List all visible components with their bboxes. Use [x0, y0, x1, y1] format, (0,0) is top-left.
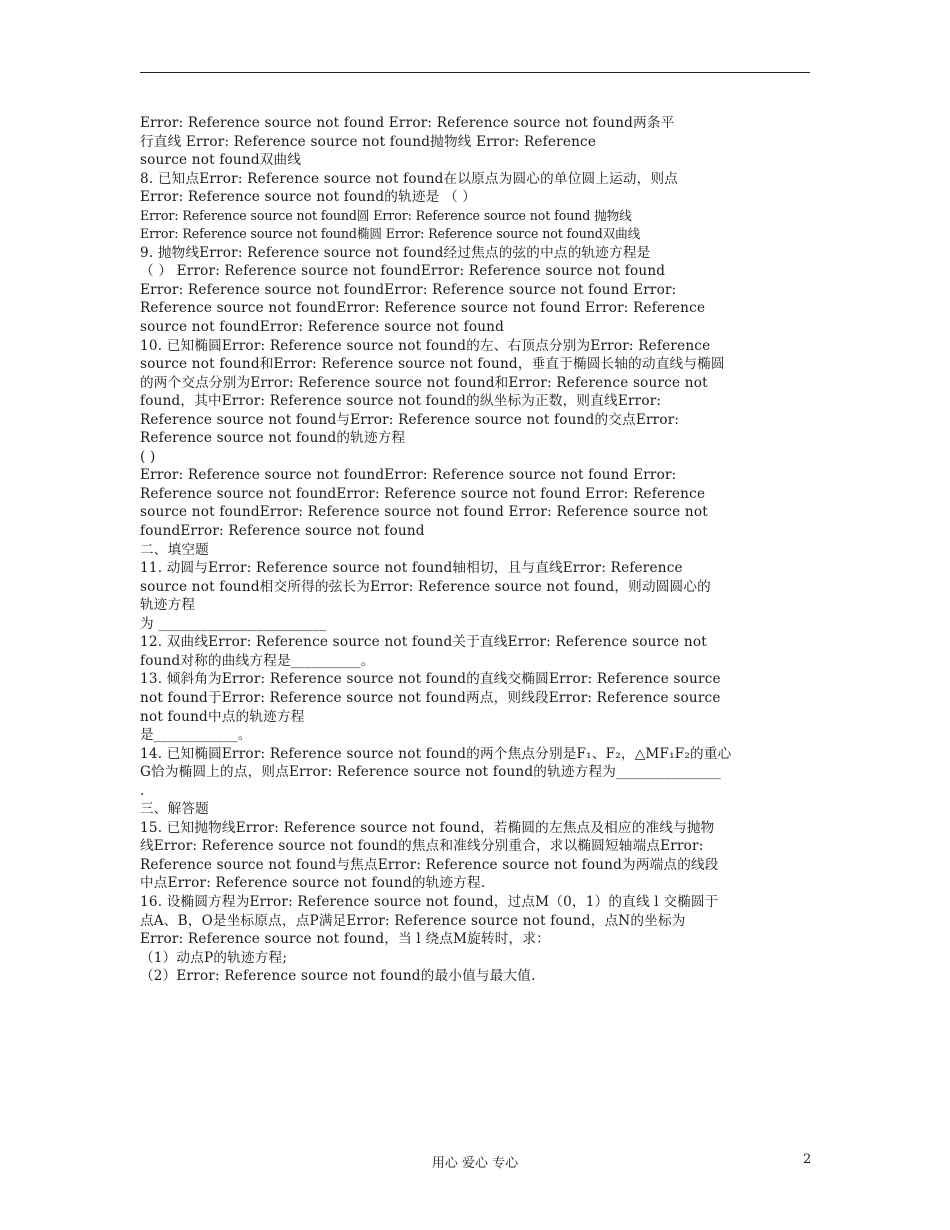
text-line: Error: Reference source not found，当 l 绕点M旋转时，求： — [140, 931, 550, 948]
text-line: Error: Reference source not found Error: Reference source not found两条平 — [140, 115, 675, 131]
question-11: 11. 动圆与Error: Reference source not found轴相切，且与直线Error: Reference — [140, 560, 683, 577]
text-line: source not found双曲线 — [140, 152, 302, 169]
option-line: Error: Reference source not found椭圆 Error: Reference source not found双曲线 — [140, 226, 641, 242]
text-line: 的两个交点分别为Error: Reference source not found和Error: Reference source not — [140, 374, 708, 391]
question-9: 9. 抛物线Error: Reference source not found经过焦点的弦的中点的轨迹方程是 — [140, 244, 651, 261]
footer-slogan: 用心 爱心 专心 — [431, 1156, 519, 1171]
question-15: 15. 已知抛物线Error: Reference source not found，若椭圆的左焦点及相应的准线与抛物 — [140, 819, 715, 836]
sub-question-2: （2）Error: Reference source not found的最小值与最大值. — [140, 968, 536, 985]
text-line: 点A、B，O是坐标原点，点P满足Error: Reference source not found，点N的坐标为 — [140, 912, 686, 929]
text-line: . — [140, 782, 145, 799]
page-number: 2 — [803, 1152, 812, 1167]
text-line: Error: Reference source not foundError: Reference source not found Error: — [140, 467, 677, 484]
text-line: source not foundError: Reference source not found — [140, 319, 505, 336]
question-14: 14. 已知椭圆Error: Reference source not found的两个焦点分别是F₁、F₂，△MF₁F₂的重心 — [140, 745, 732, 762]
text-line: Reference source not found与焦点Error: Reference source not found为两端点的线段 — [140, 856, 719, 873]
header-rule — [140, 72, 810, 73]
text-line: 是____________。 — [140, 727, 252, 744]
text-line: found对称的曲线方程是__________。 — [140, 652, 375, 669]
text-line: Reference source not foundError: Reference source not found Error: Reference — [140, 485, 706, 502]
text-line: source not found和Error: Reference source not found，垂直于椭圆长轴的动直线与椭圆 — [140, 356, 725, 373]
text-line: Error: Reference source not foundError: Reference source not found Error: — [140, 281, 677, 298]
text-line: Reference source not foundError: Reference source not found Error: Reference — [140, 300, 706, 317]
text-line: （ ） Error: Reference source not foundError: Reference source not found — [140, 263, 666, 280]
text-line: Reference source not found与Error: Reference source not found的交点Error: — [140, 411, 680, 428]
text-line: source not foundError: Reference source not found Error: Reference source not — [140, 504, 708, 521]
question-8: 8. 已知点Error: Reference source not found在以原点为圆心的单位圆上运动，则点 — [140, 170, 679, 187]
question-12: 12. 双曲线Error: Reference source not found关于直线Error: Reference source not — [140, 634, 707, 651]
text-line: not found于Error: Reference source not found两点，则线段Error: Reference source — [140, 689, 721, 706]
text-line: 线Error: Reference source not found的焦点和准线分别重合，求以椭圆短轴端点Error: — [140, 838, 704, 855]
text-line: source not found相交所得的弦长为Error: Reference source not found，则动圆圆心的 — [140, 578, 711, 595]
text-line: Error: Reference source not found的轨迹是 （ ） — [140, 189, 477, 206]
question-13: 13. 倾斜角为Error: Reference source not found的直线交椭圆Error: Reference source — [140, 671, 721, 688]
question-16: 16. 设椭圆方程为Error: Reference source not found，过点M（0，1）的直线 l 交椭圆于 — [140, 893, 719, 910]
text-line: ( ) — [140, 448, 156, 465]
text-line: Reference source not found的轨迹方程 — [140, 430, 406, 447]
text-line: found，其中Error: Reference source not found的纵坐标为正数，则直线Error: — [140, 393, 662, 410]
text-line: G恰为椭圆上的点，则点Error: Reference source not found的轨迹方程为_______________ — [140, 764, 721, 781]
text-line: 为 ________________________ — [140, 615, 327, 632]
section-heading-fill-in: 二、填空题 — [140, 541, 209, 558]
text-line: 行直线 Error: Reference source not found抛物线 Error: Reference — [140, 133, 597, 150]
option-line: Error: Reference source not found圆 Error: Reference source not found 抛物线 — [140, 207, 632, 223]
text-line: 轨迹方程 — [140, 597, 196, 614]
sub-question-1: （1）动点P的轨迹方程; — [140, 949, 288, 966]
document-body — [140, 114, 810, 986]
text-line: foundError: Reference source not found — [140, 523, 425, 540]
text-line: 中点Error: Reference source not found的轨迹方程. — [140, 875, 486, 892]
section-heading-solve: 三、解答题 — [140, 801, 209, 818]
question-10: 10. 已知椭圆Error: Reference source not found的左、右顶点分别为Error: Reference — [140, 337, 711, 354]
text-line: not found中点的轨迹方程 — [140, 708, 305, 725]
